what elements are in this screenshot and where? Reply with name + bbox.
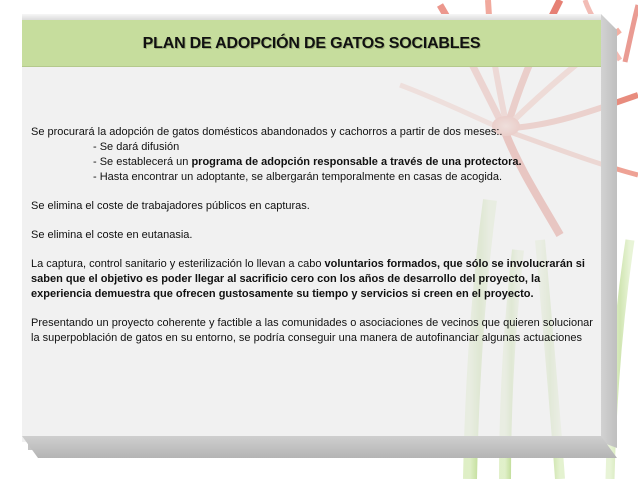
panel-bottom-bevel — [22, 436, 617, 458]
bullet-acogida: - Hasta encontrar un adoptante, se albergarán temporalmente en casas de acogida. — [93, 171, 503, 183]
paragraph-capturas: Se elimina el coste de trabajadores públicos en capturas. — [31, 200, 310, 212]
paragraph-voluntarios — [31, 257, 601, 302]
body-text — [31, 125, 601, 360]
intro-paragraph — [31, 125, 601, 185]
voluntarios-pre: La captura, control sanitario y esterilización lo llevan a cabo — [31, 258, 325, 270]
paragraph-eutanasia: Se elimina el coste en eutanasia. — [31, 229, 193, 241]
bullet-programa — [31, 156, 522, 168]
bullet-programa-pre: - Se establecerá un — [93, 156, 192, 168]
paragraph-autofinanciar: Presentando un proyecto coherente y factible a las comunidades o asociaciones de vecinos que quieren solucionar la superpoblación de gatos en su entorno, se podría conseguir una manera de autofinanciar algunas actuaciones — [31, 317, 593, 344]
panel-right-bevel — [601, 14, 617, 448]
voluntarios-bold: voluntarios formados, que sólo se involucrarán si saben que el objetivo es poder llegar al sacrificio cero con los años de desarrollo del proyecto, la experiencia demuestra que ofrecen gustosamente su tiempo y servicios si creen en el proyecto. — [31, 258, 585, 300]
bullet-programa-bold: programa de adopción responsable a través de una protectora. — [191, 156, 522, 168]
intro-text: Se procurará la adopción de gatos domésticos abandonados y cachorros a partir de dos meses:. — [31, 126, 503, 138]
bullet-difusion: - Se dará difusión — [93, 141, 180, 153]
title-bar — [22, 20, 601, 67]
page-title: PLAN DE ADOPCIÓN DE GATOS SOCIABLES — [142, 35, 481, 52]
